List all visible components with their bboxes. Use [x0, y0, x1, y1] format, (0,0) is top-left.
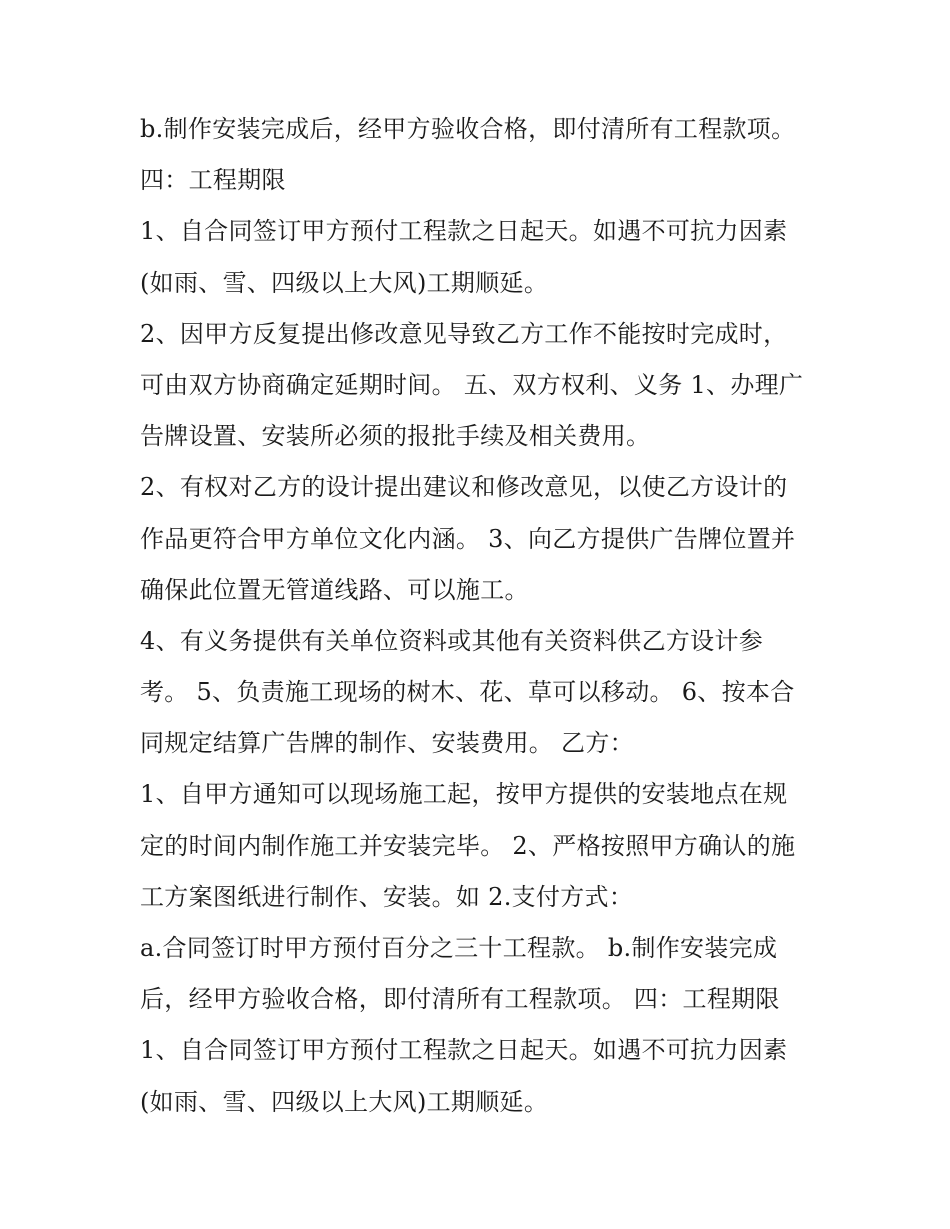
- text-line: b.制作安装完成后，经甲方验收合格，即付清所有工程款项。: [140, 115, 796, 143]
- document-body: [140, 104, 820, 1128]
- text-line: a.合同签订时甲方预付百分之三十工程款。 b.制作安装完成: [140, 934, 778, 962]
- text-line: 2、有权对乙方的设计提出建议和修改意见，以使乙方设计的: [140, 473, 788, 502]
- text-line: 2、因甲方反复提出修改意见导致乙方工作不能按时完成时，: [140, 319, 788, 348]
- text-line: (如雨、雪、四级以上大风)工期顺延。: [140, 1087, 549, 1116]
- text-line: 工方案图纸进行制作、安装。如 2.支付方式：: [140, 882, 634, 911]
- text-line: 1、自合同签订甲方预付工程款之日起天。如遇不可抗力因素: [140, 1036, 788, 1065]
- text-line: 告牌设置、安装所必须的报批手续及相关费用。: [140, 422, 651, 451]
- text-line: 作品更符合甲方单位文化内涵。 3、向乙方提供广告牌位置并: [140, 524, 796, 553]
- text-line: 确保此位置无管道线路、可以施工。: [140, 575, 529, 604]
- text-line: 四：工程期限: [140, 166, 286, 195]
- text-line: (如雨、雪、四级以上大风)工期顺延。: [140, 268, 549, 297]
- text-line: 同规定结算广告牌的制作、安装费用。 乙方：: [140, 729, 634, 758]
- text-line: 4、有义务提供有关单位资料或其他有关资料供乙方设计参: [140, 626, 764, 655]
- text-line: 1、自合同签订甲方预付工程款之日起天。如遇不可抗力因素: [140, 217, 788, 246]
- text-line: 考。 5、负责施工现场的树木、花、草可以移动。 6、按本合: [140, 678, 795, 707]
- text-line: 后，经甲方验收合格，即付清所有工程款项。 四：工程期限: [140, 985, 780, 1014]
- text-line: 1、自甲方通知可以现场施工起，按甲方提供的安装地点在规: [140, 780, 788, 809]
- text-line: 可由双方协商确定延期时间。 五、双方权利、义务 1、办理广: [140, 370, 804, 399]
- text-line: 定的时间内制作施工并安装完毕。 2、严格按照甲方确认的施: [140, 831, 796, 860]
